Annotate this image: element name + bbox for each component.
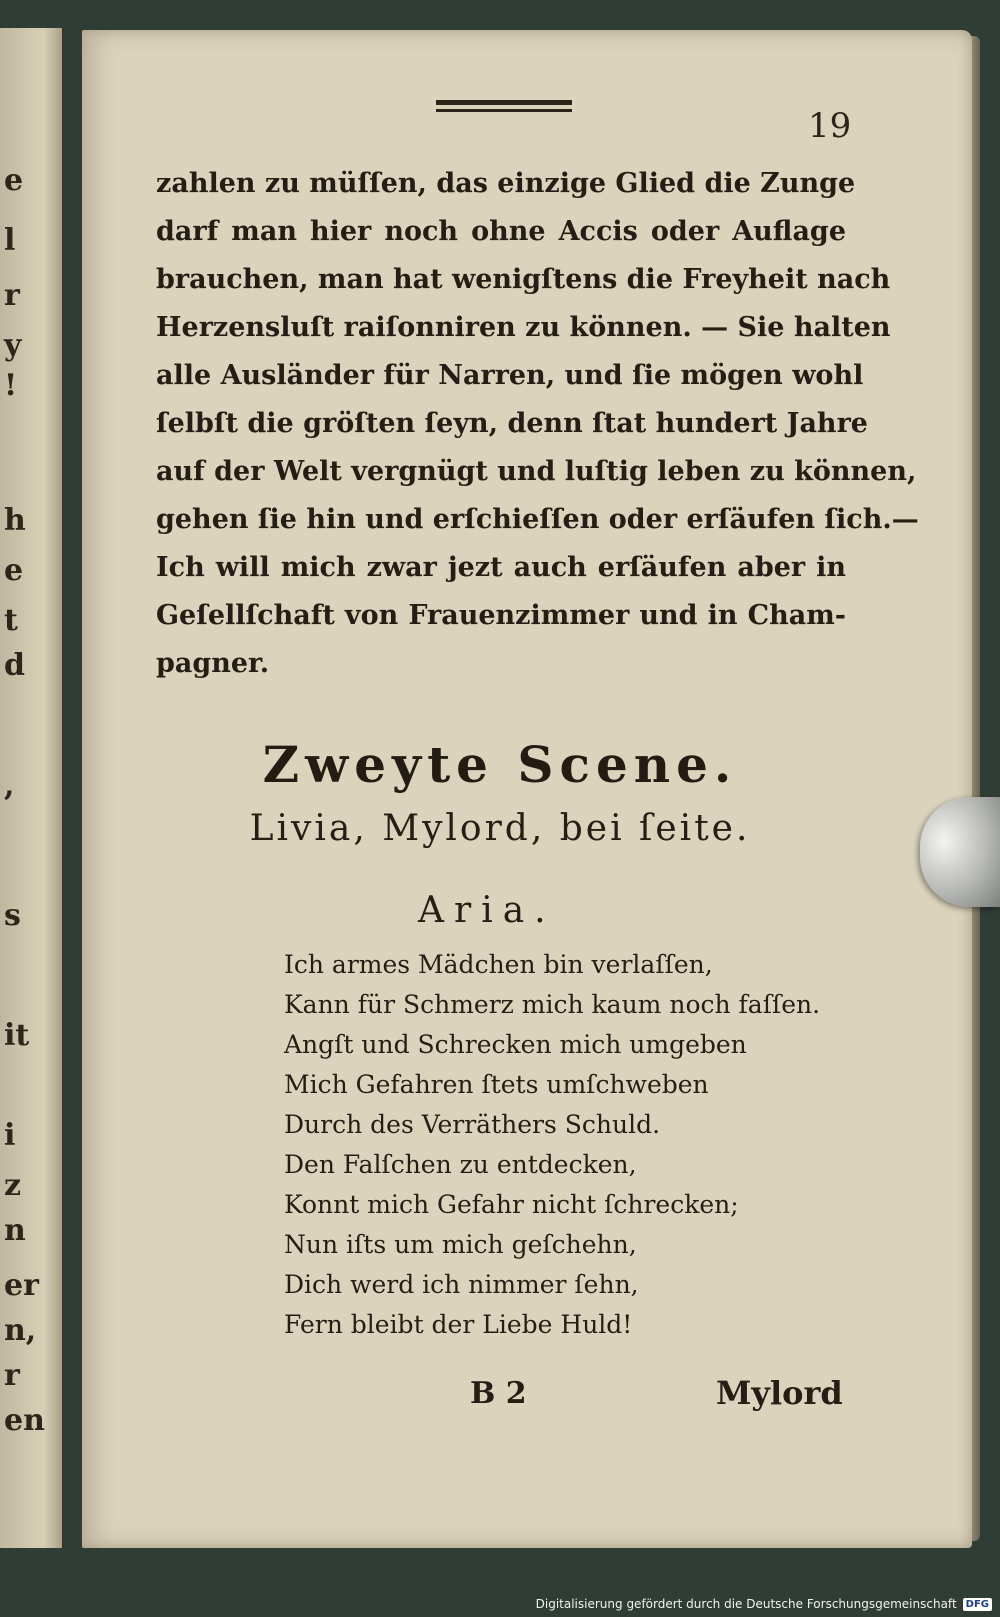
facing-page-fragment: n,	[4, 1313, 37, 1348]
page-number: 19	[808, 106, 852, 146]
page-clip	[920, 797, 1000, 907]
prose-line: Ich will mich zwar jezt auch erſäufen aber in	[156, 552, 846, 583]
facing-page-fragment: en	[4, 1403, 45, 1438]
scene-characters: Livia, Mylord, bei ſeite.	[249, 808, 751, 849]
signature-mark: B 2	[470, 1376, 527, 1411]
prose-block	[156, 160, 919, 688]
facing-page-fragment: t	[4, 603, 18, 638]
facing-page-fragment: l	[4, 223, 16, 258]
catchword: Mylord	[716, 1374, 843, 1412]
facing-page-fragment: z	[4, 1168, 22, 1203]
prose-line: alle Ausländer für Narren, und ſie mögen wohl	[156, 360, 864, 391]
facing-page-fragment: e	[4, 553, 24, 588]
facing-page-fragment: n	[4, 1213, 26, 1248]
scene-title: Zweyte Scene.	[262, 735, 738, 794]
prose-line: zahlen zu müſſen, das einzige Glied die Zunge	[156, 168, 856, 199]
header-ornament	[436, 100, 572, 122]
prose-line: darf man hier noch ohne Accis oder Auflage	[156, 216, 846, 247]
digitization-credit	[536, 1597, 992, 1611]
verse-line: Dich werd ich nimmer ſehn,	[284, 1270, 639, 1299]
verse-line: Fern bleibt der Liebe Huld!	[284, 1310, 633, 1339]
prose-line: gehen ſie hin und erſchieſſen oder erſäufen ſich.—	[156, 504, 919, 535]
facing-page-fragment: er	[4, 1268, 39, 1303]
credit-text: Digitalisierung gefördert durch die Deutsche Forschungsgemeinschaft	[535, 1597, 957, 1611]
verse-line: Den Falſchen zu entdecken,	[284, 1150, 637, 1179]
verse-line: Mich Gefahren ſtets umſchweben	[284, 1070, 709, 1099]
facing-page-fragment: !	[4, 368, 18, 403]
facing-page-fragment: s	[4, 898, 21, 933]
prose-line: brauchen, man hat wenigſtens die Freyheit nach	[156, 264, 891, 295]
verse-line: Kann für Schmerz mich kaum noch faſſen.	[284, 990, 821, 1019]
dfg-logo: DFG	[963, 1598, 992, 1611]
verse-line: Nun iſts um mich geſchehn,	[284, 1230, 637, 1259]
aria-verse	[284, 945, 824, 1345]
aria-heading: Aria.	[418, 890, 556, 931]
facing-page-fragment: it	[4, 1018, 30, 1053]
facing-page-fragment: r	[4, 1358, 20, 1393]
facing-page-fragment: h	[4, 503, 26, 538]
facing-page-fragment: e	[4, 163, 24, 198]
facing-page-fragment: ,	[4, 768, 15, 803]
facing-page-fragment: d	[4, 648, 25, 683]
verse-line: Angſt und Schrecken mich umgeben	[284, 1030, 747, 1059]
prose-line: auf der Welt vergnügt und luſtig leben zu können,	[156, 456, 917, 487]
verse-line: Ich armes Mädchen bin verlaſſen,	[284, 950, 713, 979]
facing-page-fragment: r	[4, 278, 20, 313]
verse-line: Durch des Verräthers Schuld.	[284, 1110, 661, 1139]
verse-line: Konnt mich Gefahr nicht ſchrecken;	[284, 1190, 739, 1219]
prose-line: pagner.	[156, 648, 270, 679]
prose-line: Geſellſchaft von Frauenzimmer und in Cham-	[156, 600, 846, 631]
facing-page-fragment: y	[4, 328, 22, 363]
facing-page-fragment: i	[4, 1118, 16, 1153]
prose-line: ſelbſt die gröſten ſeyn, denn ſtat hundert Jahre	[156, 408, 868, 439]
prose-line: Herzensluſt raiſonniren zu können. — Sie halten	[156, 312, 891, 343]
